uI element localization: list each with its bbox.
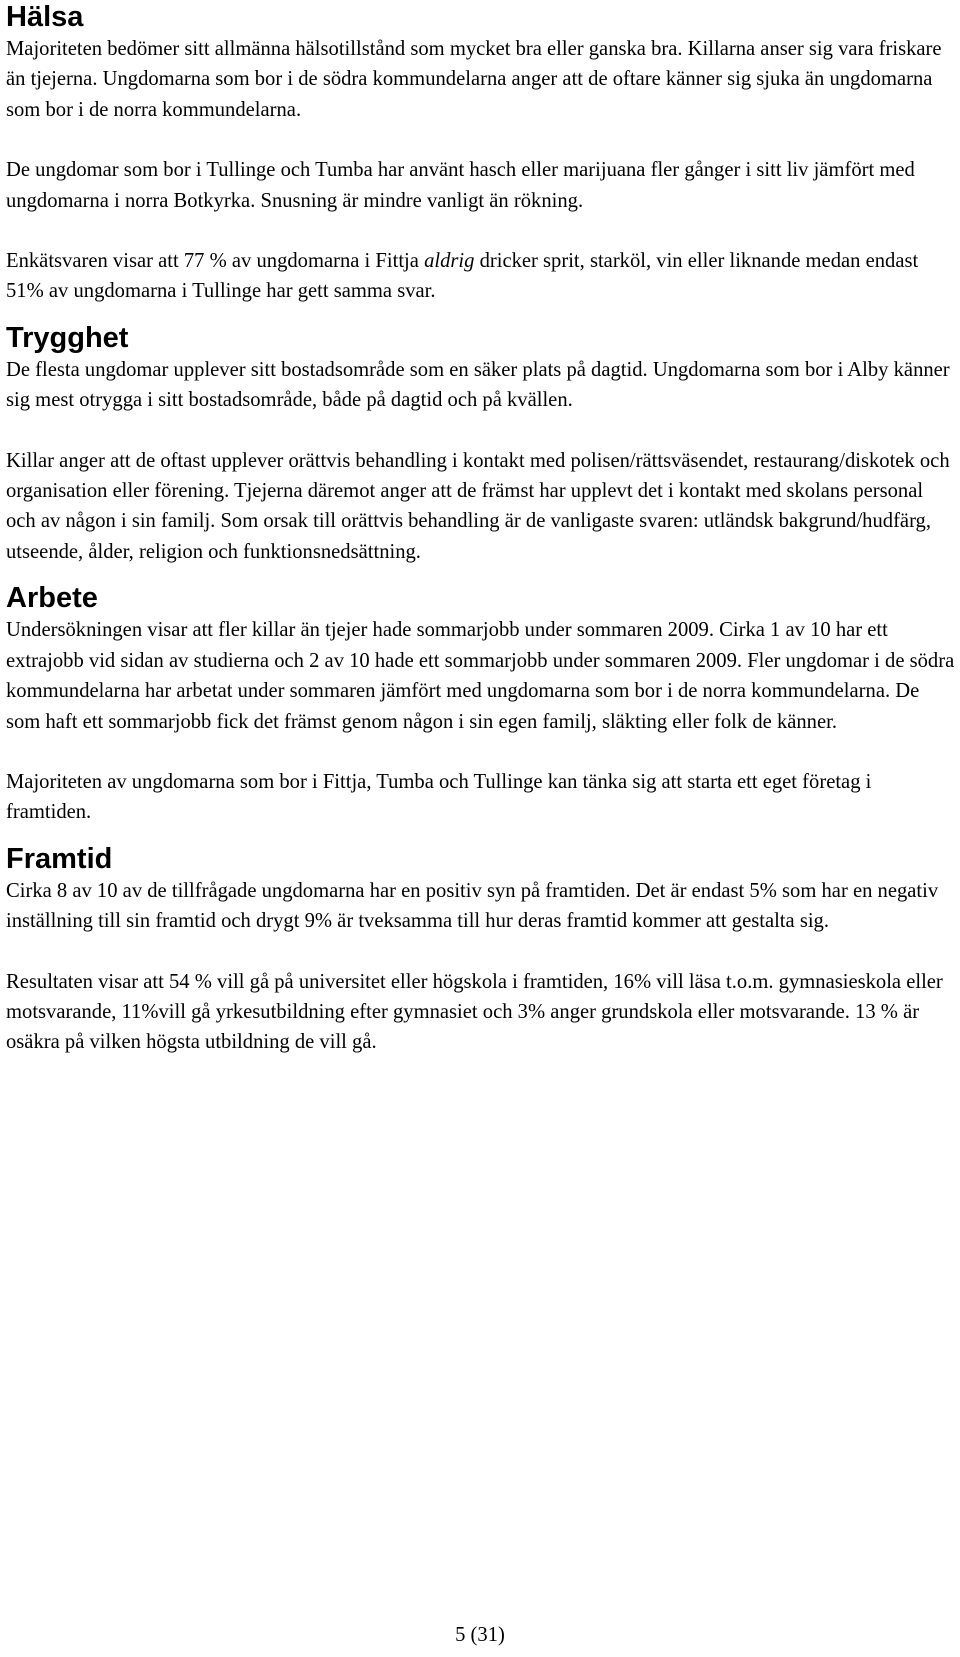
paragraph: De ungdomar som bor i Tullinge och Tumba har använt hasch eller marijuana fler gånger i sitt liv jämfört med ungdomarna i norra Botkyrka. Snusning är mindre vanligt än rökning. [6,159,915,212]
paragraph: Majoriteten av ungdomarna som bor i Fittja, Tumba och Tullinge kan tänka sig att starta ett eget företag i framtiden. [6,770,872,824]
section-arbete [6,581,956,827]
paragraph: Undersökningen visar att fler killar än tjejer hade sommarjobb under sommaren 2009. Cirka 1 av 10 har ett extrajobb vid sidan av studierna och 2 av 10 hade ett sommarjobb under sommaren 2009. Fler ungdomar i de södra kommundelarna har arbetat under sommaren jämfört med ungdomarna som bor i de norra kommundelarna. De som haft ett sommarjobb fick det främst genom någon i sin egen familj, släkting eller folk de känner. [6,619,955,733]
paragraph-text: dricker sprit, starköl, vin eller liknande medan endast 51% av ungdomarna i Tullinge har gett samma svar. [6,250,919,303]
paragraph: Majoriteten bedömer sitt allmänna hälsotillstånd som mycket bra eller ganska bra. Killarna anser sig vara friskare än tjejerna. Ungdomarna som bor i de södra kommundelarna anger att de oftare känner sig sjuka än ungdomarna som bor i de norra kommundelarna. [6,38,942,121]
section-heading-halsa: Hälsa [6,1,84,33]
paragraph: Killar anger att de oftast upplever orättvis behandling i kontakt med polisen/rättsväsendet, restaurang/diskotek och organisation eller förening. Tjejerna däremot anger att de främst har upplevt det i kontakt med skolans personal och av någon i sin familj. Som orsak till orättvis behandling är de vanligaste svaren: utländsk bakgrund/hudfärg, utseende, ålder, religion och funktionsnedsättning. [6,449,950,563]
document-page [6,0,956,1058]
section-heading-framtid: Framtid [6,842,113,875]
paragraph: Resultaten visar att 54 % vill gå på universitet eller högskola i framtiden, 16% vill läsa t.o.m. gymnasieskola eller motsvarande, 11%vill gå yrkesutbildning efter gymnasiet och 3% anger grundskola eller motsvarande. 13 % är osäkra på vilken högsta utbildning de vill gå. [6,970,943,1054]
section-heading-trygghet: Trygghet [6,321,129,354]
paragraph-text: Enkätsvaren visar att 77 % av ungdomarna i Fittja [6,250,425,273]
emphasis-text: aldrig [424,250,475,273]
page-number: 5 (31) [455,1624,505,1646]
section-heading-arbete: Arbete [6,582,98,615]
paragraph: Cirka 8 av 10 av de tillfrågade ungdomarna har en positiv syn på framtiden. Det är endast 5% som har en negativ inställning till sin framtid och drygt 9% är tveksamma till hur deras framtid kommer att gestalta sig. [6,879,939,933]
paragraph: De flesta ungdomar upplever sitt bostadsområde som en säker plats på dagtid. Ungdomarna som bor i Alby känner sig mest otrygga i sitt bostadsområde, både på dagtid och på kvällen. [6,358,950,412]
section-halsa [6,0,956,307]
paragraph [6,246,956,307]
section-framtid [6,842,956,1058]
section-trygghet [6,321,956,567]
